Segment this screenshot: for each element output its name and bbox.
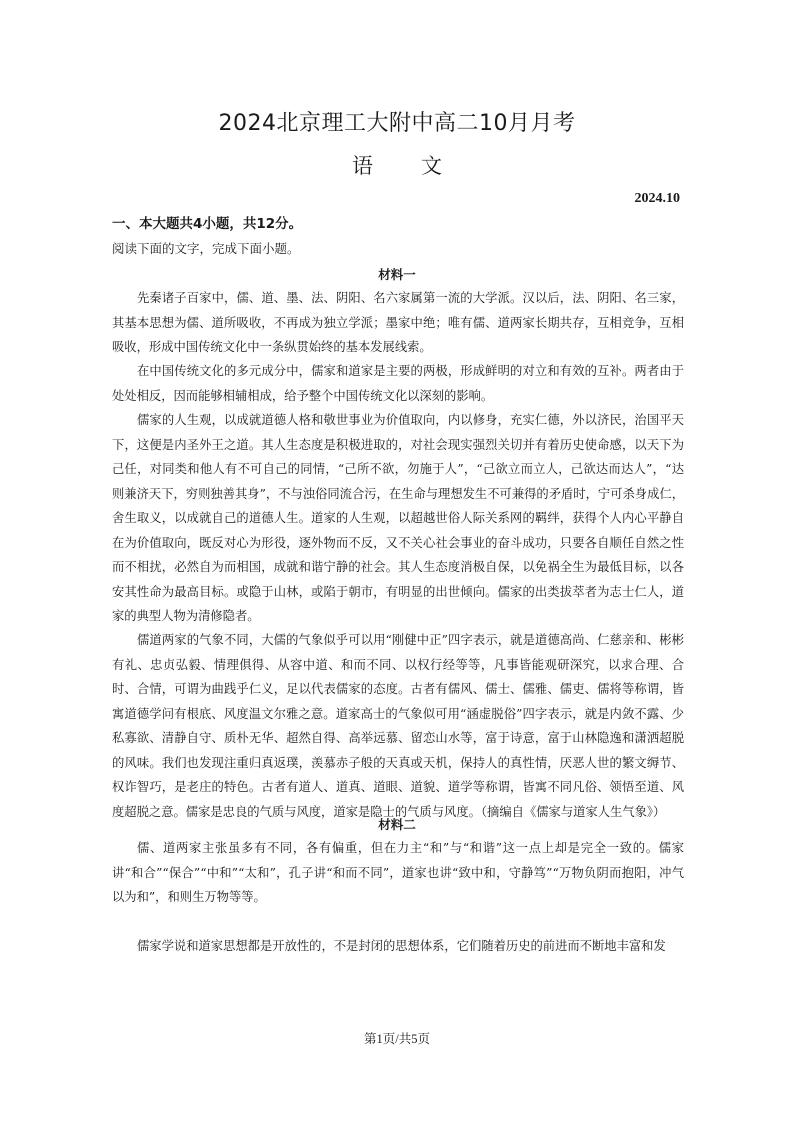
exam-date: 2024.10 (634, 191, 680, 206)
section-heading: 一、本大题共4小题，共12分。 (112, 216, 303, 232)
material-2-paragraph: 儒、道两家主张虽多有不同，各有偏重，但在力主“和”与“和谐”这一点上却是完全一致的。儒家讲“和合”“保合”“中和”“太和”，孔子讲“和而不同”，道家也讲“致中和，守静笃”“万物负阴而抱阳，冲气以为和”，和则生万物等等。 (112, 841, 684, 904)
reading-instruction: 阅读下面的文字，完成下面小题。 (112, 241, 300, 256)
material-1-paragraph: 先秦诸子百家中，儒、道、墨、法、阴阳、名六家属第一流的大学派。汉以后，法、阴阳、名三家，其基本思想为儒、道所吸收，不再成为独立学派；墨家中绝；唯有儒、道两家长期共存，互相竞争，互相吸收，形成中国传统文化中一条纵贯始终的基本发展线索。 (112, 291, 684, 354)
material-1-paragraph: 在中国传统文化的多元成分中，儒家和道家是主要的两极，形成鲜明的对立和有效的互补。两者由于处处相反，因而能够相辅相成，给予整个中国传统文化以深刻的影响。 (112, 364, 684, 403)
material-1-paragraph: 儒家的人生观，以成就道德人格和敬世事业为价值取向，内以修身，充实仁德，外以济民，治国平天下，这便是内圣外王之道。其人生态度是积极进取的，对社会现实强烈关切并有着历史使命感，以天下为己任，对同类和他人有不可自己的同情，“己所不欲，勿施于人”，“己欲立而立人，己欲达而达人”，“达则兼济天下，穷则独善其身”，不与浊俗同流合污，在生命与理想发生不可兼得的矛盾时，宁可杀身成仁，舍生取义，以成就自己的道德人生。道家的人生观，以超越世俗人际关系网的羁绊，获得个人内心平静自在为价值取向，既反对心为形役，逐外物而不反，又不关心社会事业的奋斗成功，只要各自顺任自然之性而不相扰，必然自为而相国，成就和谐宁静的社会。其人生态度消极自保，以免祸全生为最低目标，以各安其性命为最高目标。或隐于山林，或陷于朝市，有明显的出世倾向。儒家的出类拔萃者为志士仁人，道家的典型人物为清修隐者。 (112, 413, 684, 623)
page-indicator: 第1页/共5页 (364, 1032, 430, 1046)
material-1-paragraph: 儒道两家的气象不同，大儒的气象似乎可以用“刚健中正”四字表示，就是道德高尚、仁慈亲和、彬彬有礼、忠贞弘毅、情理俱得、从容中道、和而不同、以权行经等等，凡事皆能观研深究，以求合理、合时、合情，可谓为曲践乎仁义，足以代表儒家的态度。古者有儒风、儒士、儒雅、儒吏、儒将等称谓，皆寓道德学问有根底、风度温文尔雅之意。道家高士的气象似可用“涵虚脱俗”四字表示，就是内敛不露、少私寡欲、清静自守、质朴无华、超然自得、高举远慕、留恋山水等，富于诗意，富于山林隐逸和潇洒超脱的风味。我们也发现注重归真返璞，羡慕赤子般的天真或天机，保持人的真性情，厌恶人世的繁文缛节、权诈智巧，是老庄的特色。古者有道人、道真、道眼、道貌、道学等称谓，皆寓不同凡俗、领悟至道、风度超脱之意。儒家是忠良的气质与风度，道家是隐士的气质与风度。（摘编自《儒家与道家人生气象》） (112, 633, 684, 819)
material-1-title: 材料一 (378, 267, 416, 282)
material-2-title: 材料二 (378, 817, 416, 832)
subject-title: 语文 (352, 154, 490, 178)
exam-title: 2024北京理工大附中高二10月月考 (218, 111, 576, 136)
material-2-paragraph: 儒家学说和道家思想都是开放性的，不是封闭的思想体系，它们随着历史的前进而不断地丰富和发 (137, 939, 666, 953)
